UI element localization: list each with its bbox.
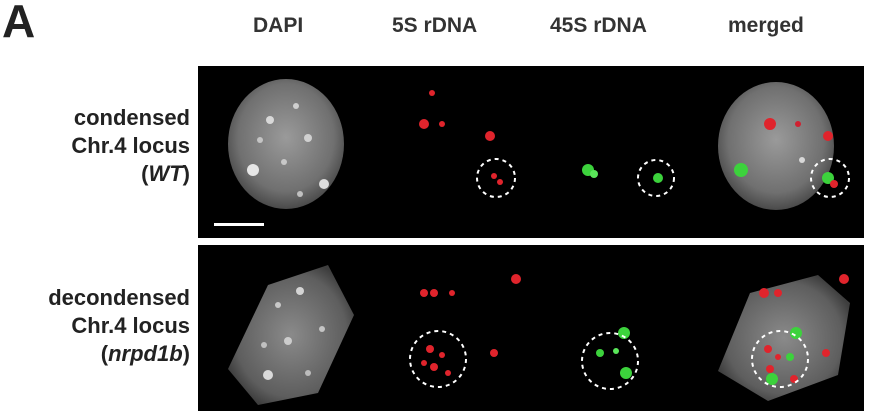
signals-5s-rdna-nrpd1b: [410, 274, 521, 387]
column-header-45s-rdna: 45S rDNA: [550, 14, 647, 37]
panel-letter: A: [2, 0, 36, 47]
dapi-nucleus-nrpd1b: [228, 265, 354, 405]
signals-45s-rdna-wt: [582, 160, 674, 196]
signals-45s-rdna-nrpd1b: [582, 327, 638, 389]
merged-nucleus-wt: [718, 82, 849, 210]
column-header-5s-rdna: 5S rDNA: [392, 14, 478, 37]
row-label-condensed: condensed Chr.4 locus (WT): [71, 105, 190, 186]
column-header-merged: merged: [728, 14, 804, 37]
micrograph-row-nrpd1b: [198, 245, 864, 411]
scale-bar: [214, 223, 264, 226]
micrograph-row-wt: [198, 66, 864, 238]
row-label-decondensed: decondensed Chr.4 locus (nrpd1b): [48, 285, 190, 366]
merged-nucleus-nrpd1b: [718, 274, 850, 401]
dapi-nucleus-wt: [228, 79, 344, 209]
signals-5s-rdna-wt: [419, 90, 515, 197]
column-header-dapi: DAPI: [253, 14, 304, 37]
